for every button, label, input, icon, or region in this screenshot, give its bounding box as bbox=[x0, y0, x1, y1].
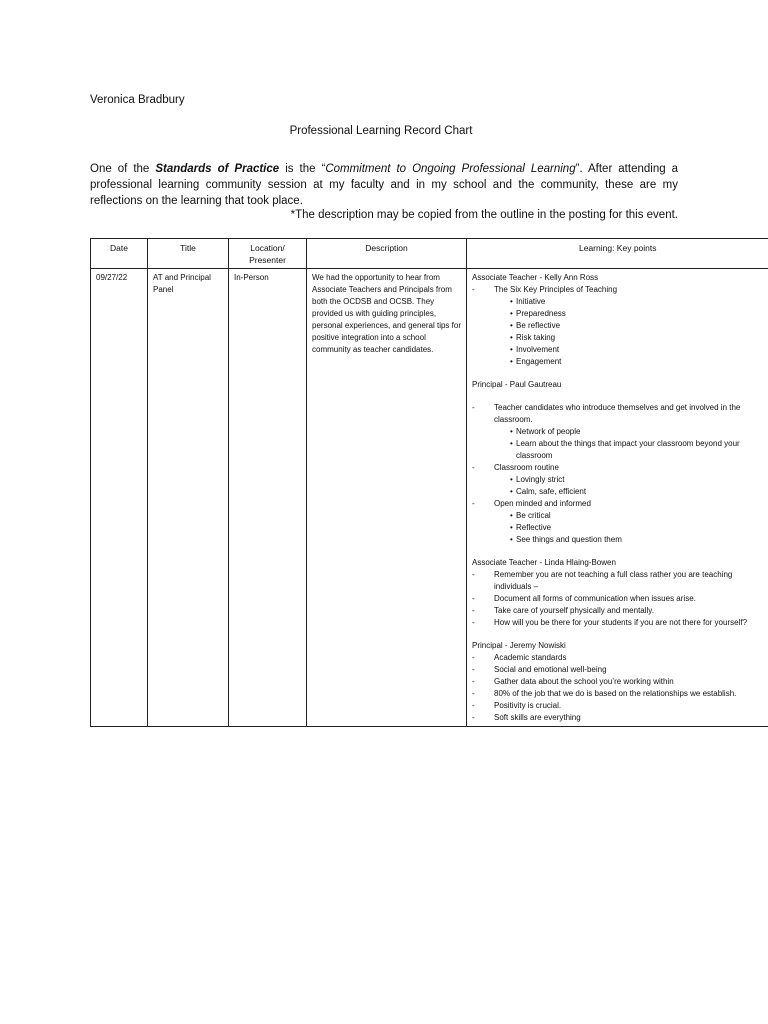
list-item: - The Six Key Principles of Teaching bbox=[472, 284, 764, 296]
cell-description: We had the opportunity to hear from Associate Teachers and Principals from both the OCDSB and OCSB. They provided us with guiding principles, personal experiences, and general tips for positive integration into a school community as teacher candidates. bbox=[307, 269, 467, 727]
author-name: Veronica Bradbury bbox=[90, 94, 185, 106]
header-learning: Learning: Key points bbox=[467, 239, 768, 269]
cell-date: 09/27/22 bbox=[91, 269, 148, 727]
section-title-kelly: Associate Teacher - Kelly Ann Ross bbox=[472, 273, 599, 282]
table-header-row bbox=[91, 239, 768, 269]
list-item: • Be critical bbox=[472, 510, 764, 522]
section-title-jeremy: Principal - Jeremy Nowiski bbox=[472, 641, 566, 650]
cell-location: In-Person bbox=[229, 269, 307, 727]
list-item: • Initiative bbox=[472, 296, 764, 308]
standards-of-practice: Standards of Practice bbox=[155, 163, 280, 175]
intro-text-1: One of the bbox=[90, 163, 156, 175]
list-item: • Engagement bbox=[472, 356, 764, 368]
list-item: • Preparedness bbox=[472, 308, 764, 320]
list-item: • Calm, safe, efficient bbox=[472, 486, 764, 498]
cell-learning bbox=[467, 269, 768, 727]
section-title-linda: Associate Teacher - Linda Hlaing-Bowen bbox=[472, 558, 616, 567]
list-item: - Document all forms of communication when issues arise. bbox=[472, 593, 764, 605]
list-item: - Remember you are not teaching a full class rather you are teaching individuals – bbox=[472, 569, 764, 593]
list-item: - 80% of the job that we do is based on the relationships we establish. bbox=[472, 688, 764, 700]
intro-text-2: is the “ bbox=[279, 163, 326, 175]
cell-title: AT and Principal Panel bbox=[148, 269, 229, 727]
table-row bbox=[91, 269, 768, 727]
list-item: - Open minded and informed bbox=[472, 498, 764, 510]
list-item: • Risk taking bbox=[472, 332, 764, 344]
header-date: Date bbox=[91, 239, 148, 269]
list-item: - Academic standards bbox=[472, 652, 764, 664]
list-item: - Gather data about the school you’re working within bbox=[472, 676, 764, 688]
list-item: • See things and question them bbox=[472, 534, 764, 546]
list-item: - Social and emotional well-being bbox=[472, 664, 764, 676]
header-description: Description bbox=[307, 239, 467, 269]
list-item: • Lovingly strict bbox=[472, 474, 764, 486]
section-title-paul: Principal - Paul Gautreau bbox=[472, 380, 562, 389]
list-item: • Learn about the things that impact your classroom beyond your classroom bbox=[472, 438, 764, 462]
list-item: - Positivity is crucial. bbox=[472, 700, 764, 712]
record-table bbox=[90, 238, 768, 727]
header-title: Title bbox=[148, 239, 229, 269]
list-item: - Classroom routine bbox=[472, 462, 764, 474]
list-item: • Reflective bbox=[472, 522, 764, 534]
list-item: - How will you be there for your students if you are not there for yourself? bbox=[472, 617, 764, 629]
document-title: Professional Learning Record Chart bbox=[289, 125, 473, 137]
intro-paragraph bbox=[90, 161, 678, 209]
list-item: - Take care of yourself physically and mentally. bbox=[472, 605, 764, 617]
list-item: • Be reflective bbox=[472, 320, 764, 332]
commitment-phrase: Commitment to Ongoing Professional Learning bbox=[325, 163, 576, 175]
list-item: • Network of people bbox=[472, 426, 764, 438]
list-item: - Teacher candidates who introduce themselves and get involved in the classroom. bbox=[472, 402, 764, 426]
intro-text-3: ”. After attending a professional learning community session at my faculty and in my school and the community, these are my reflections on the learning that took place. bbox=[90, 163, 679, 207]
header-location: Location/ Presenter bbox=[229, 239, 307, 269]
list-item: - Soft skills are everything bbox=[472, 712, 764, 724]
description-note: *The description may be copied from the outline in the posting for this event. bbox=[290, 209, 678, 221]
list-item: • Involvement bbox=[472, 344, 764, 356]
